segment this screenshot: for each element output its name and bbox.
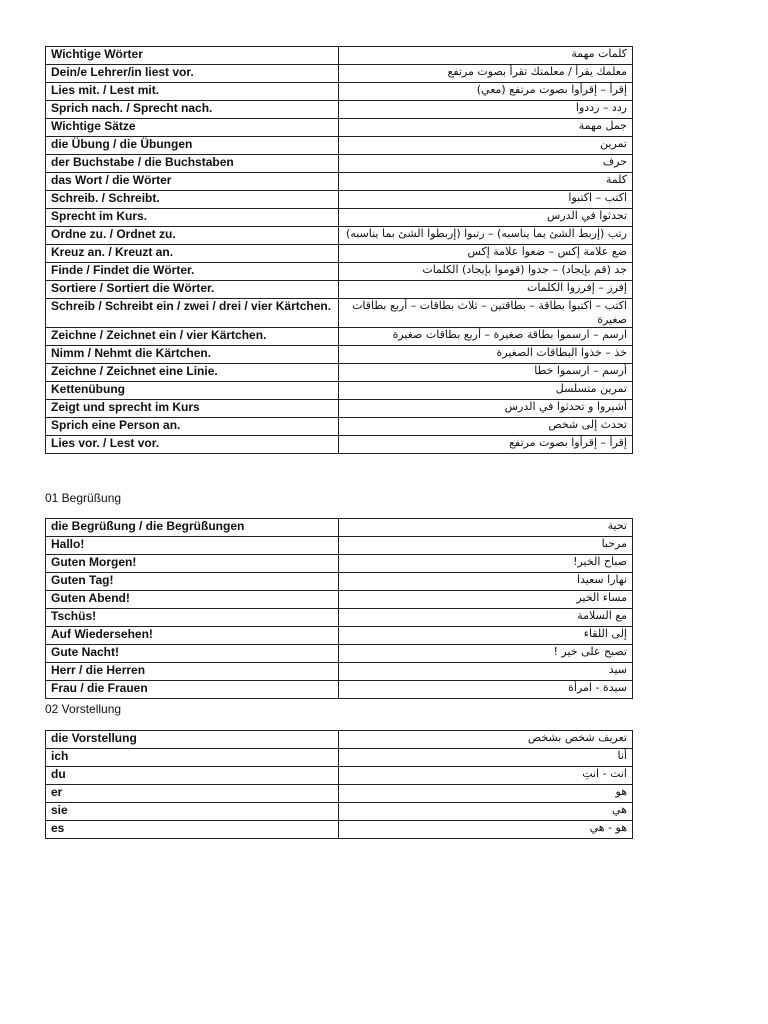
- table-row: [46, 245, 633, 263]
- arabic-translation-cell: ارسم – ارسموا بطاقة صغيرة – أربع بطاقات صغيرة: [339, 328, 633, 346]
- table-row: [46, 173, 633, 191]
- arabic-translation-cell: ضع علامة إكس – ضعوا علامة إكس: [339, 245, 633, 263]
- german-term-cell: Wichtige Wörter: [46, 47, 339, 65]
- german-term-cell: Lies vor. / Lest vor.: [46, 436, 339, 454]
- german-term-cell: Guten Morgen!: [46, 555, 339, 573]
- arabic-translation-cell: اكتب – اكتبوا بطاقة – بطاقتين – ثلاث بطاقات – أربع بطاقات صغيرة: [339, 299, 633, 328]
- arabic-translation-cell: تمرين: [339, 137, 633, 155]
- arabic-translation-cell: جمل مهمة: [339, 119, 633, 137]
- german-term-cell: Kettenübung: [46, 382, 339, 400]
- arabic-translation-cell: تحدثوا في الدرس: [339, 209, 633, 227]
- german-term-cell: Auf Wiedersehen!: [46, 627, 339, 645]
- table-row: [46, 519, 633, 537]
- arabic-translation-cell: خذ – خذوا البطاقات الصغيرة: [339, 346, 633, 364]
- arabic-translation-cell: معلمك يقرأ / معلمتك تقرأ بصوت مرتفع: [339, 65, 633, 83]
- german-term-cell: Sprecht im Kurs.: [46, 209, 339, 227]
- arabic-translation-cell: تصبح على خير !: [339, 645, 633, 663]
- arabic-translation-cell: هو: [339, 785, 633, 803]
- german-term-cell: Sprich eine Person an.: [46, 418, 339, 436]
- table-row: [46, 191, 633, 209]
- german-term-cell: er: [46, 785, 339, 803]
- arabic-translation-cell: نهارا سعيدا: [339, 573, 633, 591]
- german-term-cell: Zeichne / Zeichnet eine Linie.: [46, 364, 339, 382]
- arabic-translation-cell: كلمة: [339, 173, 633, 191]
- arabic-translation-cell: إفرز – إفرزوا الكلمات: [339, 281, 633, 299]
- arabic-translation-cell: هي: [339, 803, 633, 821]
- vocab-table-begruessung: [45, 518, 633, 699]
- table-row: [46, 573, 633, 591]
- table-row: [46, 346, 633, 364]
- vocab-table-vorstellung: [45, 730, 633, 839]
- german-term-cell: Sortiere / Sortiert die Wörter.: [46, 281, 339, 299]
- table-row: [46, 263, 633, 281]
- german-term-cell: die Vorstellung: [46, 731, 339, 749]
- table-row: [46, 155, 633, 173]
- arabic-translation-cell: إقرأ – إقرأوا بصوت مرتفع: [339, 436, 633, 454]
- section-heading-begruessung: 01 Begrüßung: [45, 491, 122, 505]
- arabic-translation-cell: تحدث إلى شخص: [339, 418, 633, 436]
- german-term-cell: Herr / die Herren: [46, 663, 339, 681]
- table-row: [46, 209, 633, 227]
- table-row: [46, 767, 633, 785]
- german-term-cell: Lies mit. / Lest mit.: [46, 83, 339, 101]
- table-row: [46, 328, 633, 346]
- arabic-translation-cell: تحية: [339, 519, 633, 537]
- arabic-translation-cell: صباح الخير!: [339, 555, 633, 573]
- german-term-cell: Dein/e Lehrer/in liest vor.: [46, 65, 339, 83]
- german-term-cell: Gute Nacht!: [46, 645, 339, 663]
- german-term-cell: Wichtige Sätze: [46, 119, 339, 137]
- arabic-translation-cell: أشيروا و تحدثوا في الدرس: [339, 400, 633, 418]
- arabic-translation-cell: إقرأ – إقرأوا بصوت مرتفع (معي): [339, 83, 633, 101]
- german-term-cell: der Buchstabe / die Buchstaben: [46, 155, 339, 173]
- arabic-translation-cell: أرسم – ارسموا خطا: [339, 364, 633, 382]
- arabic-translation-cell: مساء الخير: [339, 591, 633, 609]
- table-row: [46, 627, 633, 645]
- section-heading-vorstellung: 02 Vorstellung: [45, 702, 122, 716]
- table-row: [46, 65, 633, 83]
- table-row: [46, 47, 633, 65]
- table-row: [46, 609, 633, 627]
- arabic-translation-cell: تعريف شخص بشخص: [339, 731, 633, 749]
- arabic-translation-cell: سيدة - امرأة: [339, 681, 633, 699]
- german-term-cell: es: [46, 821, 339, 839]
- table-row: [46, 101, 633, 119]
- arabic-translation-cell: ردد – رددوا: [339, 101, 633, 119]
- arabic-translation-cell: مع السلامة: [339, 609, 633, 627]
- table-row: [46, 227, 633, 245]
- table-row: [46, 418, 633, 436]
- german-term-cell: Schreib / Schreibt ein / zwei / drei / vier Kärtchen.: [46, 299, 339, 328]
- german-term-cell: Guten Tag!: [46, 573, 339, 591]
- table-row: [46, 382, 633, 400]
- table-row: [46, 299, 633, 328]
- table-row: [46, 119, 633, 137]
- german-term-cell: Kreuz an. / Kreuzt an.: [46, 245, 339, 263]
- table-row: [46, 821, 633, 839]
- table-row: [46, 537, 633, 555]
- german-term-cell: Zeigt und sprecht im Kurs: [46, 400, 339, 418]
- table-row: [46, 281, 633, 299]
- german-term-cell: das Wort / die Wörter: [46, 173, 339, 191]
- table-row: [46, 83, 633, 101]
- table-row: [46, 749, 633, 767]
- german-term-cell: Sprich nach. / Sprecht nach.: [46, 101, 339, 119]
- table-row: [46, 400, 633, 418]
- german-term-cell: Schreib. / Schreibt.: [46, 191, 339, 209]
- german-term-cell: Finde / Findet die Wörter.: [46, 263, 339, 281]
- german-term-cell: Nimm / Nehmt die Kärtchen.: [46, 346, 339, 364]
- arabic-translation-cell: رتب (إربط الشئ بما يناسبه) – رتبوا (إربطوا الشئ بما يناسبه): [339, 227, 633, 245]
- german-term-cell: ich: [46, 749, 339, 767]
- arabic-translation-cell: اكتب – اكتبوا: [339, 191, 633, 209]
- arabic-translation-cell: انت - انتِ: [339, 767, 633, 785]
- german-term-cell: Tschüs!: [46, 609, 339, 627]
- table-row: [46, 785, 633, 803]
- vocab-table-important-words: [45, 46, 633, 454]
- arabic-translation-cell: مرحبا: [339, 537, 633, 555]
- arabic-translation-cell: جد (قم بإيجاد) – جدوا (قوموا بإيجاد) الكلمات: [339, 263, 633, 281]
- table-row: [46, 645, 633, 663]
- arabic-translation-cell: حرف: [339, 155, 633, 173]
- arabic-translation-cell: تمرين متسلسل: [339, 382, 633, 400]
- german-term-cell: die Begrüßung / die Begrüßungen: [46, 519, 339, 537]
- table-row: [46, 663, 633, 681]
- table-row: [46, 591, 633, 609]
- arabic-translation-cell: أنا: [339, 749, 633, 767]
- table-row: [46, 731, 633, 749]
- german-term-cell: Ordne zu. / Ordnet zu.: [46, 227, 339, 245]
- arabic-translation-cell: إلى اللقاء: [339, 627, 633, 645]
- arabic-translation-cell: كلمات مهمة: [339, 47, 633, 65]
- table-row: [46, 555, 633, 573]
- arabic-translation-cell: هو - هي: [339, 821, 633, 839]
- german-term-cell: sie: [46, 803, 339, 821]
- table-row: [46, 364, 633, 382]
- german-term-cell: Zeichne / Zeichnet ein / vier Kärtchen.: [46, 328, 339, 346]
- table-row: [46, 436, 633, 454]
- table-row: [46, 803, 633, 821]
- german-term-cell: Frau / die Frauen: [46, 681, 339, 699]
- arabic-translation-cell: سيد: [339, 663, 633, 681]
- german-term-cell: du: [46, 767, 339, 785]
- table-row: [46, 137, 633, 155]
- german-term-cell: die Übung / die Übungen: [46, 137, 339, 155]
- german-term-cell: Hallo!: [46, 537, 339, 555]
- german-term-cell: Guten Abend!: [46, 591, 339, 609]
- table-row: [46, 681, 633, 699]
